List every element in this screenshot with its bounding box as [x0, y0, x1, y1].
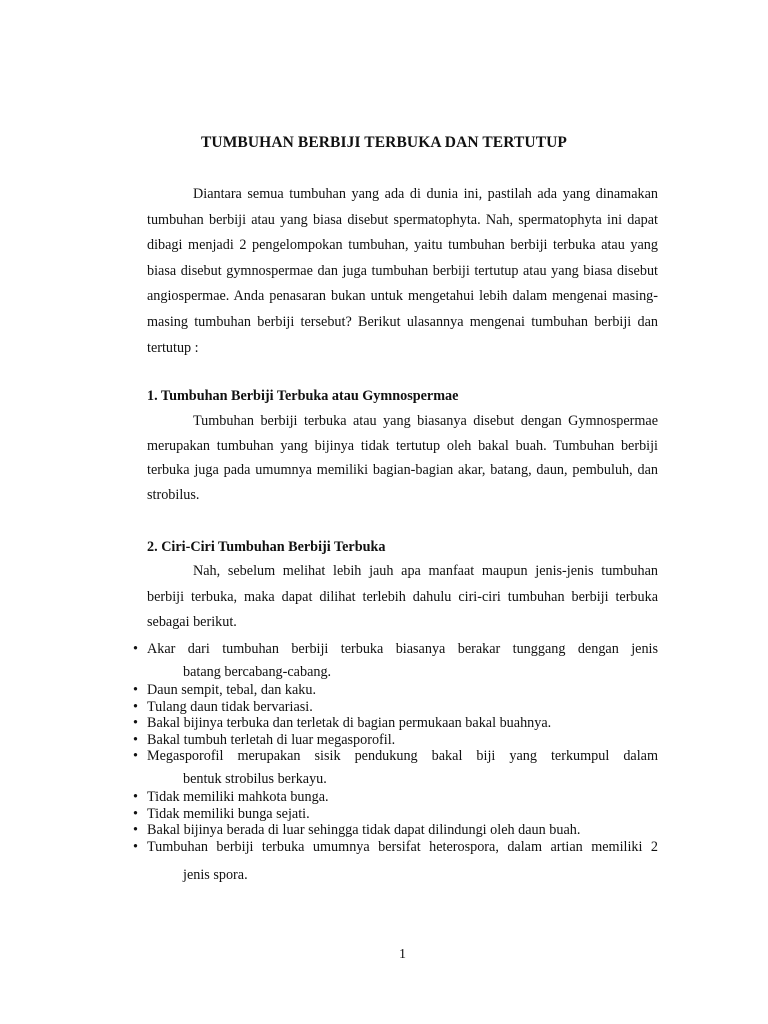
list-item	[133, 822, 658, 839]
list-item	[133, 839, 658, 884]
section-heading-gymnospermae: 1. Tumbuhan Berbiji Terbuka atau Gymnospermae	[147, 388, 459, 404]
list-item-continuation: jenis spora.	[183, 867, 248, 883]
bullet-icon: •	[133, 731, 138, 748]
section-paragraph-gymnospermae: Tumbuhan berbiji terbuka atau yang biasanya disebut dengan Gymnospermae merupakan tumbuhan yang bijinya tidak tertutup oleh bakal buah. Tumbuhan berbiji terbuka juga pada umumnya memiliki bagian-bagian akar, batang, daun, pembuluh, dan strobilus.	[147, 413, 658, 503]
list-item-continuation: bentuk strobilus berkayu.	[183, 770, 327, 787]
list-item	[133, 806, 658, 823]
bullet-icon: •	[133, 682, 138, 698]
list-item-text: Daun sempit, tebal, dan kaku.	[147, 682, 317, 698]
list-item-continuation: batang bercabang-cabang.	[183, 663, 332, 680]
list-item-text: Bakal bijinya berada di luar sehingga tidak dapat dilindungi oleh daun buah.	[147, 822, 581, 838]
list-item-text: Akar dari tumbuhan berbiji terbuka biasanya berakar tunggang dengan jenis	[147, 641, 658, 657]
list-item-text: Bakal bijinya terbuka dan terletak di bagian permukaan bakal buahnya.	[147, 715, 552, 731]
section-paragraph-ciri-ciri: Nah, sebelum melihat lebih jauh apa manfaat maupun jenis-jenis tumbuhan berbiji terbuka, maka dapat dilihat terlebih dahulu ciri-ciri tumbuhan berbiji terbuka sebagai berikut.	[147, 563, 658, 630]
bullet-icon: •	[133, 748, 138, 764]
list-item	[133, 715, 658, 732]
intro-paragraph: Diantara semua tumbuhan yang ada di dunia ini, pastilah ada yang dinamakan tumbuhan berbiji atau yang biasa disebut spermatophyta. Nah, spermatophyta ini dapat dibagi menjadi 2 pengelompokan tumbuhan, yaitu tumbuhan berbiji terbuka atau yang biasa disebut gymnospermae dan juga tumbuhan berbiji tertutup atau yang biasa disebut angiospermae. Anda penasaran bukan untuk mengetahui lebih dalam mengenai masing-masing tumbuhan berbiji tersebut? Berikut ulasannya mengenai tumbuhan berbiji dan tertutup :	[147, 186, 658, 356]
list-item	[133, 699, 658, 716]
document-title: TUMBUHAN BERBIJI TERBUKA DAN TERTUTUP	[200, 134, 568, 151]
section-heading-ciri-ciri: 2. Ciri-Ciri Tumbuhan Berbiji Terbuka	[147, 539, 386, 555]
bullet-icon: •	[133, 838, 138, 855]
list-item	[133, 682, 658, 699]
list-item-text: Tidak memiliki bunga sejati.	[147, 805, 310, 822]
bullet-icon: •	[133, 822, 138, 838]
list-item-text: Tulang daun tidak bervariasi.	[147, 698, 313, 715]
bullet-icon: •	[133, 805, 138, 822]
bullet-icon: •	[133, 715, 138, 731]
list-item	[133, 789, 658, 806]
page-number: 1	[399, 947, 406, 962]
bullet-icon: •	[133, 641, 138, 657]
list-item	[133, 641, 658, 680]
characteristics-list	[133, 641, 658, 886]
bullet-icon: •	[133, 789, 138, 805]
list-item-text: Megasporofil merupakan sisik pendukung bakal biji yang terkumpul dalam	[147, 748, 658, 764]
bullet-icon: •	[133, 698, 138, 715]
list-item	[133, 748, 658, 787]
list-item	[133, 732, 658, 749]
list-item-text: Tumbuhan berbiji terbuka umumnya bersifat heterospora, dalam artian memiliki 2	[147, 838, 658, 855]
list-item-text: Bakal tumbuh terletah di luar megasporofil.	[147, 731, 396, 748]
list-item-text: Tidak memiliki mahkota bunga.	[147, 789, 329, 805]
